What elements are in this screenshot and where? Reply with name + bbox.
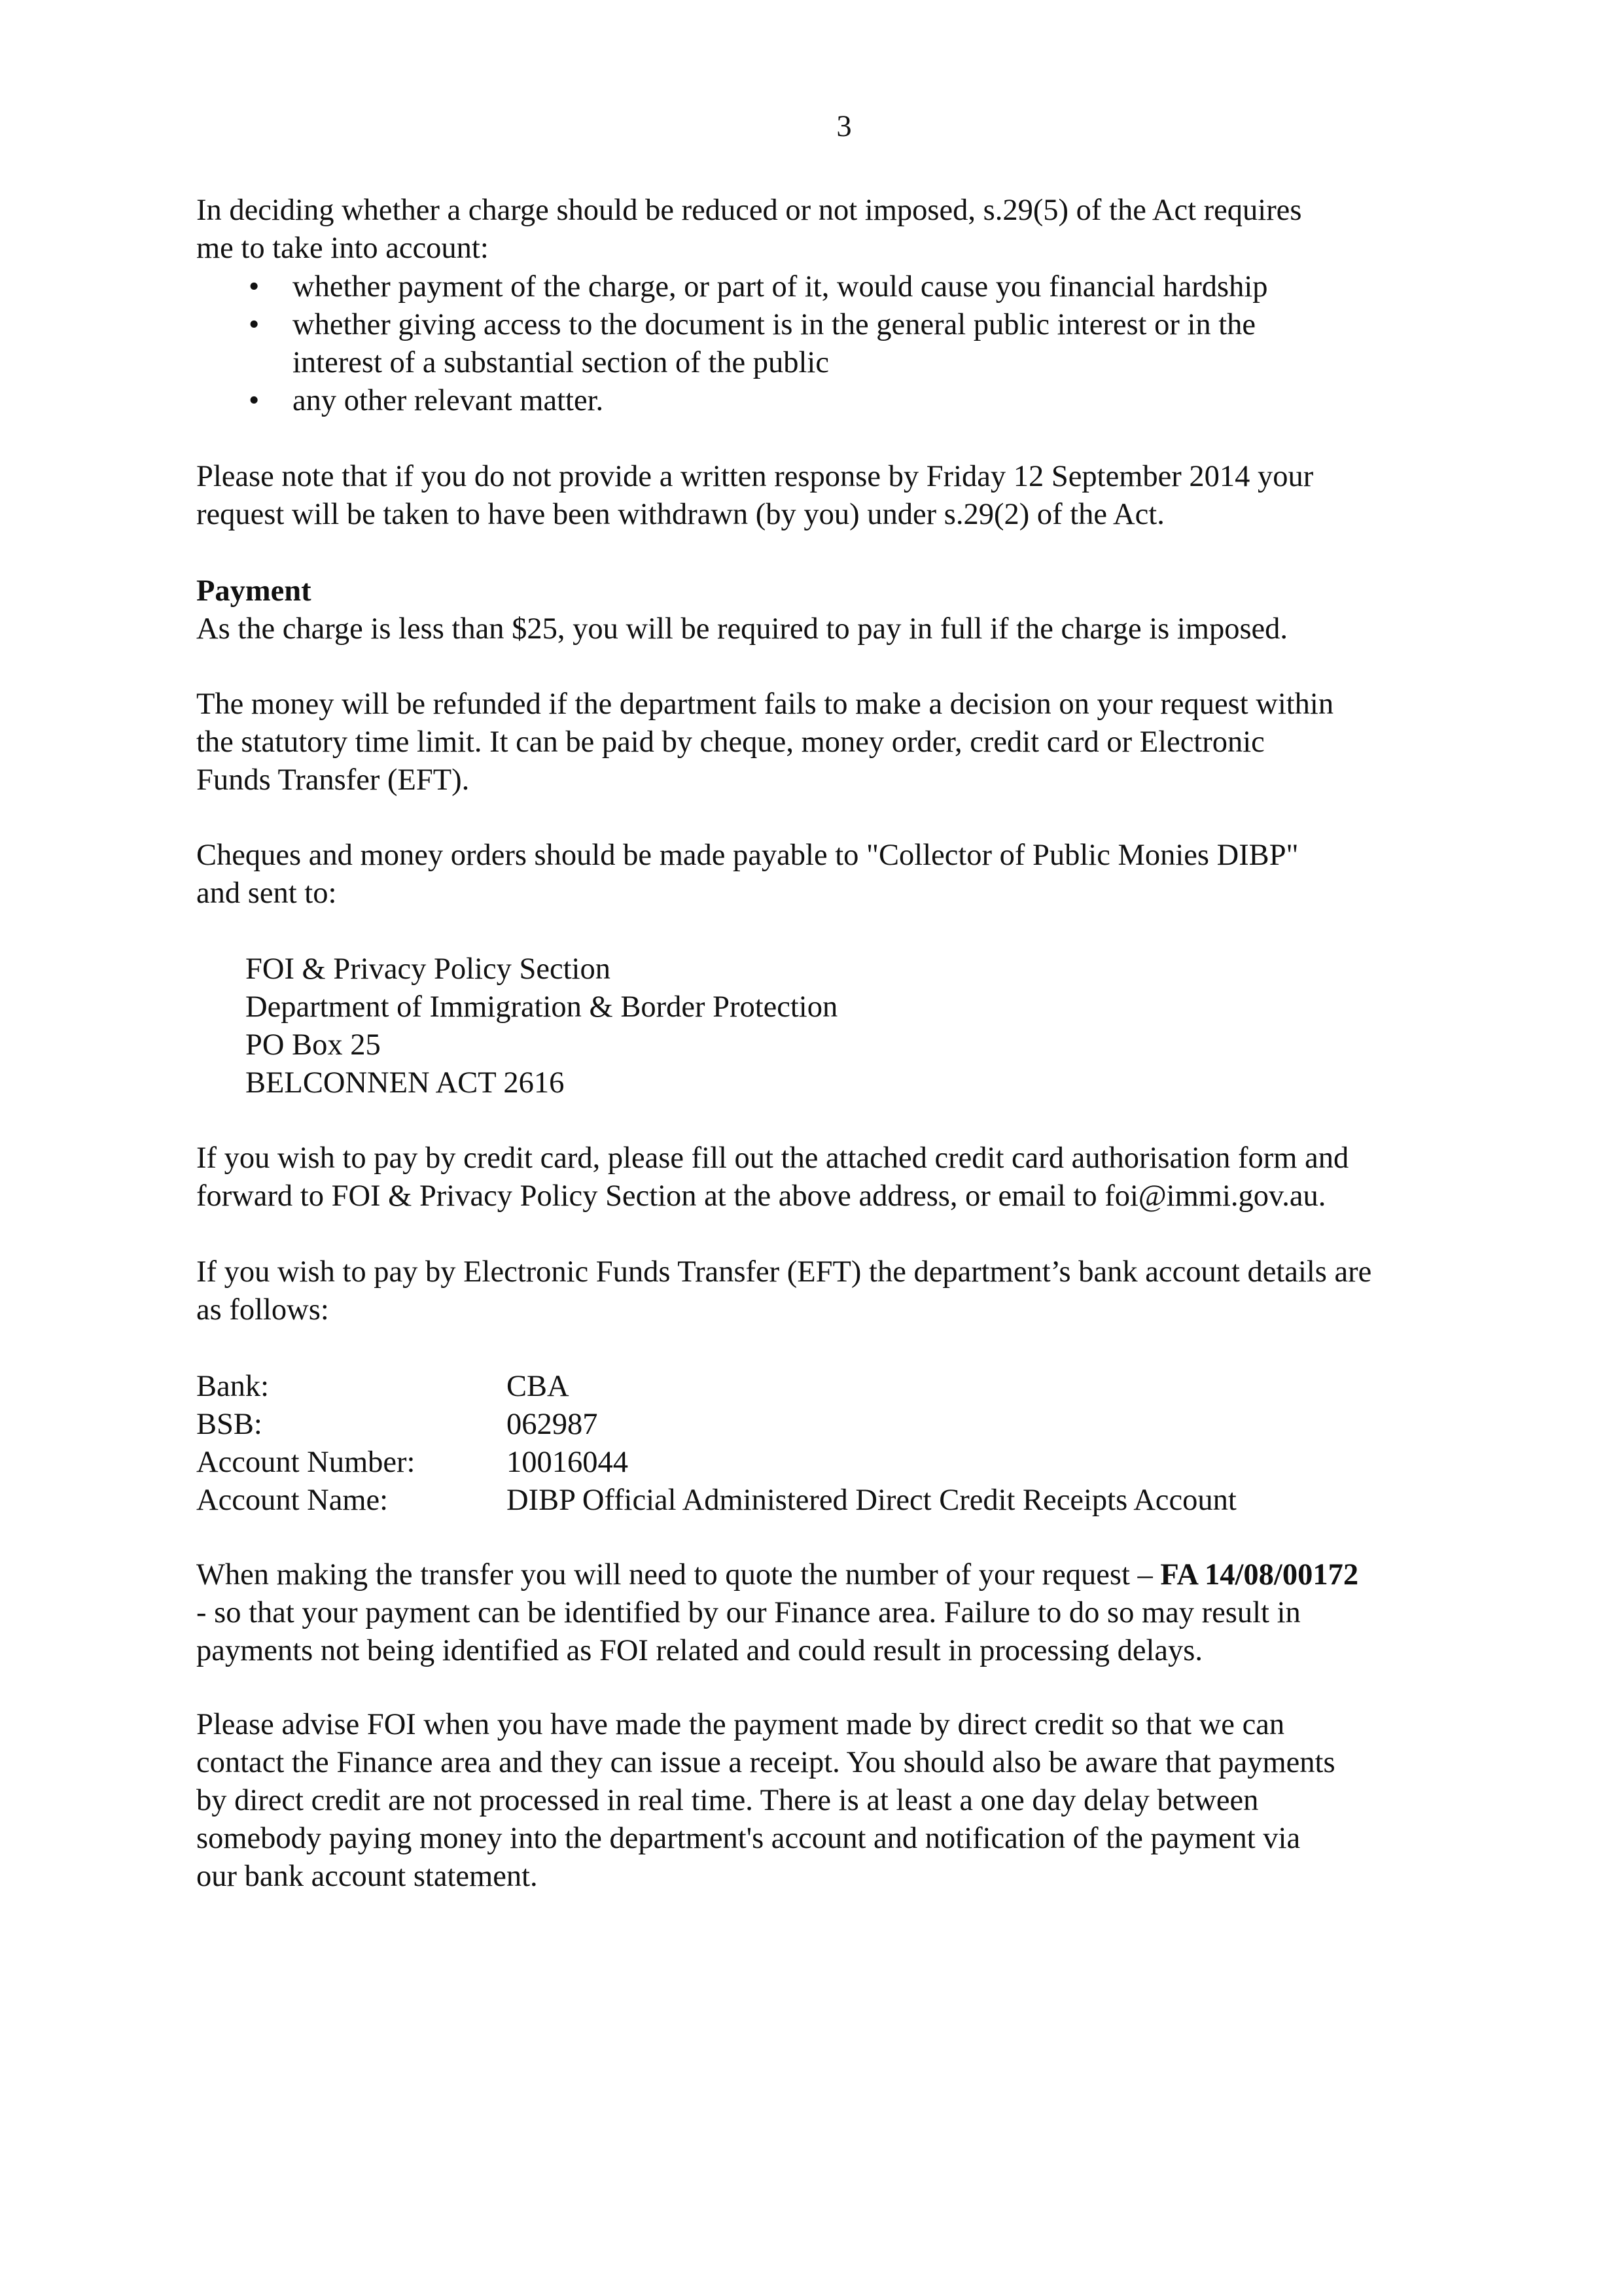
bank-label: Bank: [196, 1370, 270, 1403]
transfer-paragraph [196, 1556, 1492, 1670]
payment-section [196, 572, 1492, 648]
bank-details-table [196, 1368, 1492, 1520]
table-row [196, 1444, 1492, 1482]
bullet-icon: • [249, 308, 260, 341]
transfer-line: payments not being identified as FOI related and could result in processing delays. [196, 1634, 1203, 1667]
bsb-label: BSB: [196, 1408, 262, 1441]
advise-paragraph [196, 1706, 1492, 1896]
payment-line: As the charge is less than $25, you will be required to pay in full if the charge is imposed. [196, 612, 1288, 646]
cheques-line: Cheques and money orders should be made payable to "Collector of Public Monies DIBP" [196, 839, 1299, 872]
document-page [196, 0, 1492, 2296]
table-row [196, 1368, 1492, 1406]
bank-value: CBA [506, 1370, 569, 1403]
withdrawal-notice [196, 458, 1492, 534]
eft-line: If you wish to pay by Electronic Funds Transfer (EFT) the department’s bank account details are [196, 1255, 1372, 1289]
table-row [196, 1406, 1492, 1444]
address-line: FOI & Privacy Policy Section [245, 952, 610, 986]
bsb-value: 062987 [506, 1408, 598, 1441]
transfer-line: - so that your payment can be identified by our Finance area. Failure to do so may result in [196, 1596, 1301, 1629]
table-row [196, 1482, 1492, 1520]
postal-address [196, 950, 1541, 1102]
list-item [196, 306, 1492, 382]
intro-line: In deciding whether a charge should be reduced or not imposed, s.29(5) of the Act requires [196, 194, 1302, 227]
cheques-paragraph [196, 837, 1492, 913]
advise-line: by direct credit are not processed in real time. There is at least a one day delay between [196, 1784, 1259, 1817]
request-reference-number: FA 14/08/00172 [1160, 1558, 1359, 1592]
address-line: BELCONNEN ACT 2616 [245, 1066, 565, 1100]
page-number: 3 [836, 110, 852, 143]
advise-line: somebody paying money into the department's account and notification of the payment via [196, 1822, 1301, 1855]
refund-line: The money will be refunded if the department fails to make a decision on your request within [196, 687, 1334, 721]
list-item-text: whether payment of the charge, or part of it, would cause you financial hardship [292, 270, 1268, 304]
bullet-icon: • [249, 270, 260, 304]
advise-line: our bank account statement. [196, 1860, 538, 1893]
account-number-value: 10016044 [506, 1446, 628, 1479]
transfer-line [196, 1556, 1492, 1594]
cheques-line: and sent to: [196, 877, 337, 910]
credit-card-line: If you wish to pay by credit card, please fill out the attached credit card authorisation form and [196, 1141, 1349, 1175]
list-item-text: whether giving access to the document is in the general public interest or in the [292, 308, 1256, 341]
address-line: PO Box 25 [245, 1028, 381, 1062]
list-item [196, 268, 1492, 306]
refund-line: the statutory time limit. It can be paid by cheque, money order, credit card or Electronic [196, 725, 1265, 759]
eft-paragraph [196, 1253, 1492, 1329]
eft-line: as follows: [196, 1293, 329, 1327]
list-item-text: any other relevant matter. [292, 384, 604, 417]
account-name-label: Account Name: [196, 1484, 389, 1517]
notice-line: request will be taken to have been withdrawn (by you) under s.29(2) of the Act. [196, 498, 1165, 531]
advise-line: Please advise FOI when you have made the payment made by direct credit so that we can [196, 1708, 1285, 1741]
address-line: Department of Immigration & Border Protection [245, 990, 838, 1024]
refund-line: Funds Transfer (EFT). [196, 763, 470, 797]
list-item [196, 382, 1492, 420]
credit-card-paragraph [196, 1139, 1492, 1215]
refund-paragraph [196, 686, 1492, 799]
credit-card-line: forward to FOI & Privacy Policy Section at the above address, or email to foi@immi.gov.au. [196, 1179, 1326, 1213]
notice-line: Please note that if you do not provide a written response by Friday 12 September 2014 your [196, 460, 1314, 493]
advise-line: contact the Finance area and they can issue a receipt. You should also be aware that payments [196, 1746, 1335, 1779]
account-number-label: Account Number: [196, 1446, 415, 1479]
transfer-line-prefix: When making the transfer you will need to quote the number of your request – [196, 1558, 1161, 1592]
considerations-list [196, 268, 1492, 420]
list-item-text: interest of a substantial section of the public [292, 346, 829, 379]
intro-line: me to take into account: [196, 232, 489, 265]
payment-heading: Payment [196, 574, 311, 608]
account-name-value: DIBP Official Administered Direct Credit Receipts Account [506, 1484, 1237, 1517]
intro-paragraph [196, 192, 1492, 268]
bullet-icon: • [249, 384, 260, 417]
